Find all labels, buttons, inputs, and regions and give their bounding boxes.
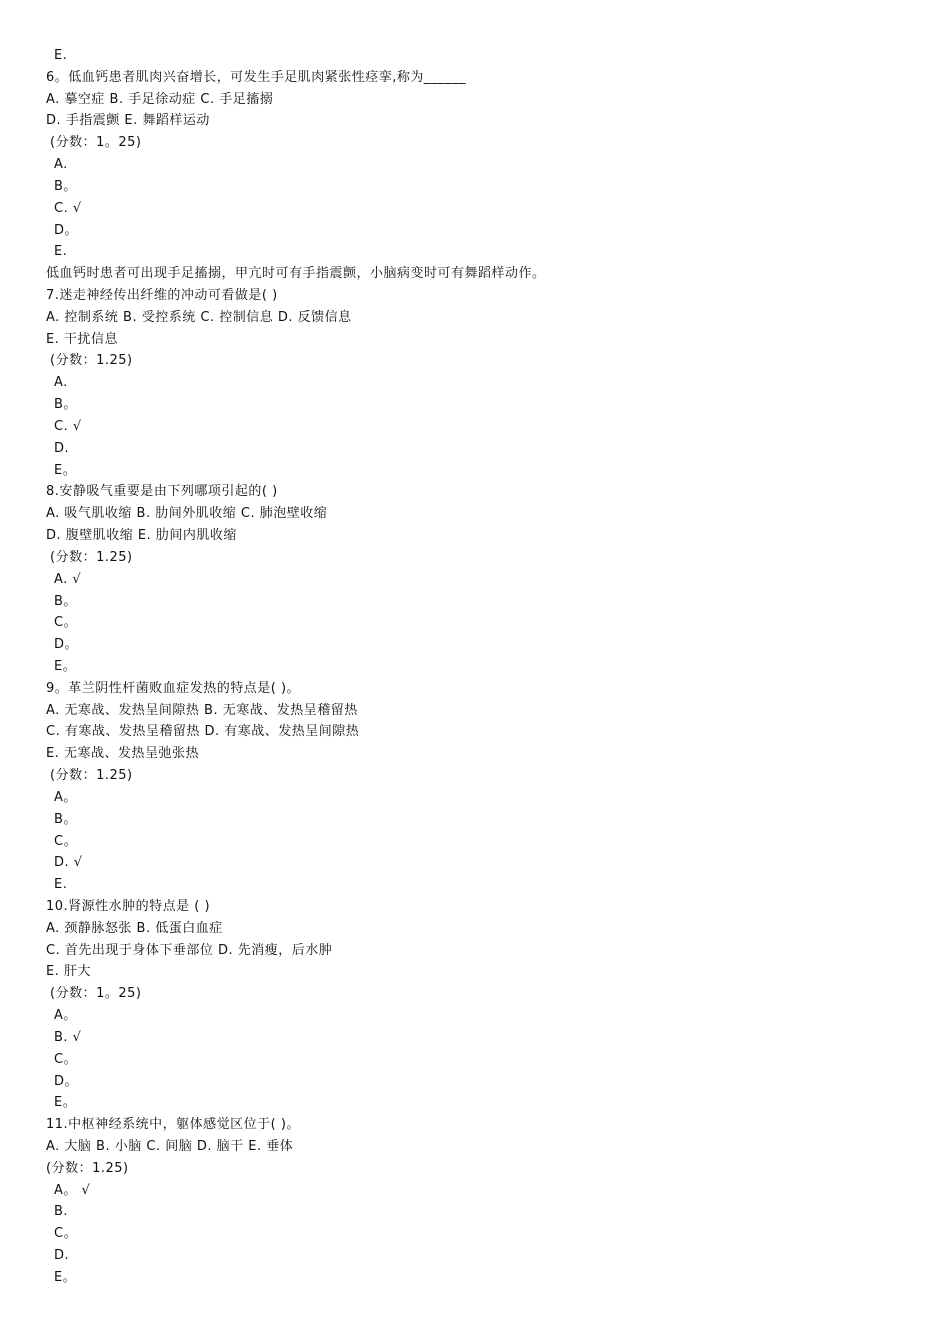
answer-option-line: B。 [54,811,77,827]
answer-option-line: B。 [54,178,77,194]
score-line: (分数：1。25) [50,986,142,1002]
text-line: 10.肾源性水肿的特点是 ( ) [46,898,211,914]
text-line: E. 干扰信息 [46,331,118,347]
answer-option-line: C. √ [54,418,82,434]
answer-option-line: A. [54,375,68,391]
answer-option-line: A. √ [54,571,82,587]
answer-option-line: D。 [54,222,79,238]
answer-option-line: E. [54,48,68,63]
answer-option-line: B。 [54,397,77,413]
answer-option-line: C。 [54,833,78,849]
text-line: A. 颈静脉怒张 B. 低蛋白血症 [46,920,223,936]
answer-option-line: E. [54,877,68,893]
text-line: A. 吸气肌收缩 B. 肋间外肌收缩 C. 肺泡壁收缩 [46,506,328,522]
text-line: D. 腹壁肌收缩 E. 肋间内肌收缩 [46,528,237,544]
text-line: C. 首先出现于身体下垂部位 D. 先消瘦，后水肿 [46,942,333,958]
answer-option-line: E。 [54,1269,77,1285]
answer-option-line: B. [54,1204,69,1220]
answer-option-line: C. √ [54,200,82,216]
answer-option-line: A。 √ [54,1182,91,1198]
answer-option-line: D。 [54,1073,79,1089]
answer-option-line: A。 [54,1008,77,1024]
text-line: A. 控制系统 B. 受控系统 C. 控制信息 D. 反馈信息 [46,309,352,325]
answer-option-line: E. [54,244,68,260]
answer-option-line: D. [54,1248,70,1264]
text-line: E. 无寒战、发热呈弛张热 [46,746,199,762]
answer-option-line: A. [54,157,68,173]
answer-option-line: D。 [54,637,79,653]
answer-option-line: E。 [54,462,77,478]
answer-option-line: A。 [54,789,77,805]
score-line: (分数：1.25) [50,549,133,565]
score-line: (分数：1.25) [50,768,133,784]
text-line: 8.安静吸气重要是由下列哪项引起的( ) [46,484,278,500]
answer-option-line: E。 [54,658,77,674]
text-line: 9。革兰阴性杆菌败血症发热的特点是( )。 [46,680,301,696]
score-line: (分数：1。25) [50,135,142,151]
text-line: 7.迷走神经传出纤维的冲动可看做是( ) [46,288,278,304]
text-line: (分数：1.25) [46,1160,129,1176]
answer-option-line: C。 [54,1226,78,1242]
answer-option-line: B。 [54,593,77,609]
text-line: 11.中枢神经系统中，躯体感觉区位于( )。 [46,1117,300,1133]
text-line: D. 手指震颤 E. 舞蹈样运动 [46,113,210,129]
answer-option-line: C。 [54,1051,78,1067]
text-line: 6。低血钙患者肌肉兴奋增长，可发生手足肌肉紧张性痉挛,称为______ [46,69,466,85]
answer-option-line: D. [54,440,70,456]
answer-option-line: D. √ [54,855,83,871]
answer-option-line: E。 [54,1095,77,1111]
answer-option-line: B. √ [54,1029,82,1045]
answer-option-line: C。 [54,615,78,631]
score-line: (分数：1.25) [50,353,133,369]
text-line: 低血钙时患者可出现手足搐搦，甲亢时可有手指震颤，小脑病变时可有舞蹈样动作。 [46,266,546,282]
text-line: C. 有寒战、发热呈稽留热 D. 有寒战、发热呈间隙热 [46,724,360,740]
text-line: A. 大脑 B. 小脑 C. 间脑 D. 脑干 E. 垂体 [46,1139,294,1154]
text-line: E. 肝大 [46,964,91,980]
text-line: A. 摹空症 B. 手足徐动症 C. 手足搐搦 [46,91,274,107]
text-line: A. 无寒战、发热呈间隙热 B. 无寒战、发热呈稽留热 [46,702,358,718]
